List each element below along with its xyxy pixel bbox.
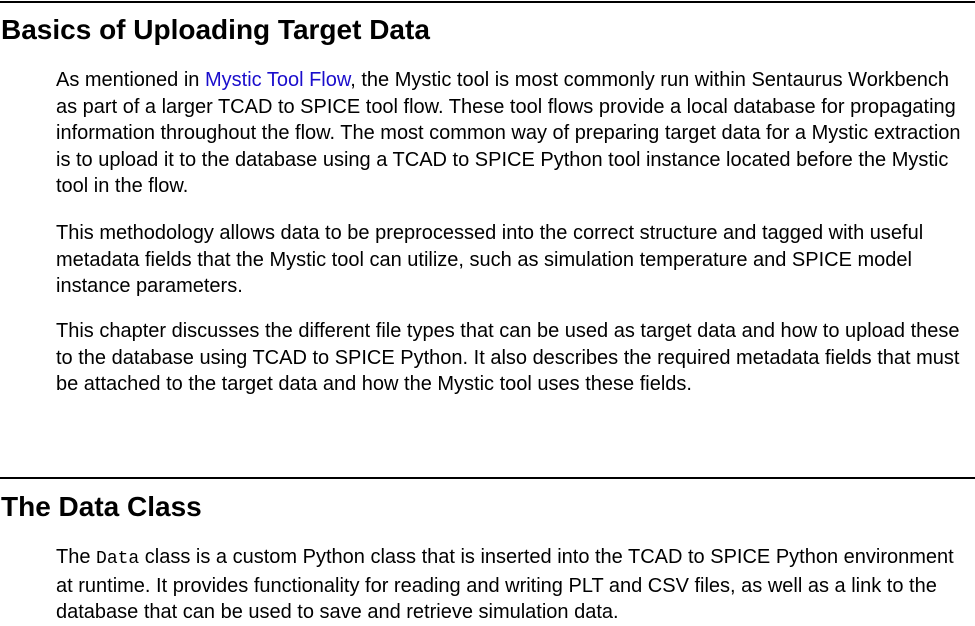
section-rule-top xyxy=(0,1,975,3)
section-heading-basics: Basics of Uploading Target Data xyxy=(1,14,430,45)
paragraph-data-class xyxy=(56,544,974,626)
section-rule-data-class xyxy=(0,477,975,479)
paragraph-text: class is a custom Python class that is inserted into the TCAD to SPICE Python environment at runtime. It provides functionality for reading and writing PLT and CSV files, as well as a link to the database that can be used to save and retrieve simulation data. xyxy=(56,546,954,623)
paragraph-text: The xyxy=(56,546,97,568)
code-data-class: Data xyxy=(96,549,140,569)
paragraph-text: As mentioned in xyxy=(56,69,205,91)
paragraph-methodology: This methodology allows data to be preprocessed into the correct structure and tagged with useful metadata fields that the Mystic tool can utilize, such as simulation temperature and SPICE model instance parameters. xyxy=(56,222,924,297)
section-heading-data-class: The Data Class xyxy=(1,491,202,522)
paragraph-text: , the Mystic tool is most commonly run within Sentaurus Workbench as part of a larger TCAD to SPICE tool flow. These tool flows provide a local database for propagating information throughout the flow. The most common way of preparing target data for a Mystic extraction is to upload it to the database using a TCAD to SPICE Python tool instance located before the Mystic tool in the flow. xyxy=(56,69,961,197)
paragraph-mystic-tool-flow xyxy=(56,67,974,200)
mystic-tool-flow-link[interactable]: Mystic Tool Flow xyxy=(204,69,351,91)
paragraph-chapter-overview: This chapter discusses the different file types that can be used as target data and how to upload these to the database using TCAD to SPICE Python. It also describes the required metadata fields that must be attached to the target data and how the Mystic tool uses these fields. xyxy=(56,320,960,395)
